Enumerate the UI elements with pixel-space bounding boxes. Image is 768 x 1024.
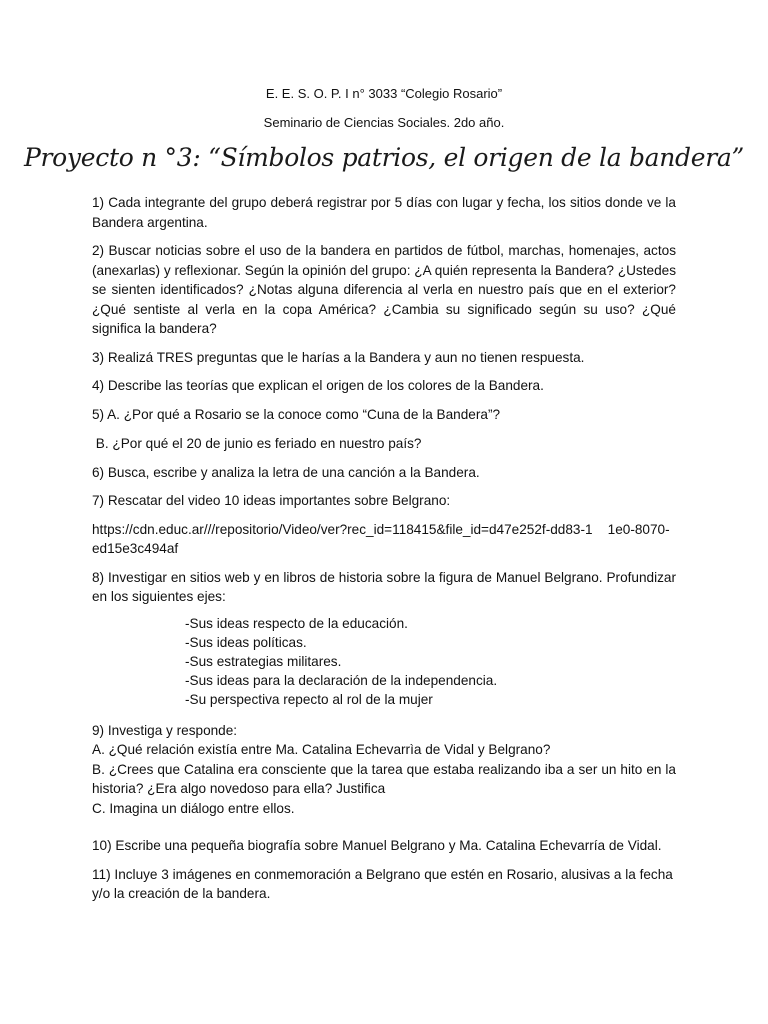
item-8: 8) Investigar en sitios web y en libros de historia sobre la figura de Manuel Belgrano. Profundizar en los siguientes ejes: [92,569,676,604]
item-5b: B. ¿Por qué el 20 de junio es feriado en nuestro país? [92,436,422,451]
item-1: 1) Cada integrante del grupo deberá registrar por 5 días con lugar y fecha, los sitios donde ve la Bandera argentina. [92,195,676,230]
item-9-heading: 9) Investiga y responde: [92,722,238,738]
axis-item: -Sus ideas para la declaración de la independencia. [185,672,498,688]
axis-item: -Su perspectiva repecto al rol de la mujer [185,691,433,707]
school-name: E. E. S. O. P. I n° 3033 “Colegio Rosario” [265,86,503,101]
item-7: 7) Rescatar del video 10 ideas importantes sobre Belgrano: [92,493,451,508]
item-10: 10) Escribe una pequeña biografía sobre Manuel Belgrano y Ma. Catalina Echevarría de Vidal. [92,838,662,853]
axis-item: -Sus estrategias militares. [185,653,342,669]
item-3: 3) Realizá TRES preguntas que le harías a la Bandera y aun no tienen respuesta. [92,349,585,365]
item-11: 11) Incluye 3 imágenes en conmemoración a Belgrano que estén en Rosario, alusivas a la fecha y/o la creación de la bandera. [92,866,673,901]
item-9b: B. ¿Crees que Catalina era consciente que la tarea que estaba realizando iba a ser un hito en la historia? ¿Era algo novedoso para ella? Justifica [92,761,676,796]
item-9a: A. ¿Qué relación existía entre Ma. Catalina Echevarrìa de Vidal y Belgrano? [92,742,551,757]
item-9c: C. Imagina un diálogo entre ellos. [92,800,295,816]
axis-item: -Sus ideas respecto de la educación. [185,615,408,631]
item-4: 4) Describe las teorías que explican el origen de los colores de la Bandera. [92,378,544,393]
item-2: 2) Buscar noticias sobre el uso de la bandera en partidos de fútbol, marchas, homenajes, actos (anexarlas) y reflexionar. Según la opinión del grupo: ¿A quién representa la Bandera? ¿Ustedes se sienten identificados? ¿Notas alguna diferencia al verla en nuestro país que en el exterior? ¿Qué sentiste al verla en la copa América? ¿Cambia su significado según su uso? ¿Qué significa la bandera? [92,243,676,336]
seminar-line: Seminario de Ciencias Sociales. 2do año. [263,115,505,130]
axes-list [185,614,676,709]
item-9 [92,721,676,819]
instructions-body [92,193,676,913]
video-link[interactable]: https://cdn.educ.ar///repositorio/Video/ver?rec_id=118415&file_id=d47e252f-dd83-1 1e0-8070-ed15e3c494af [92,521,670,556]
project-title: Proyecto n °3: “Símbolos patrios, el origen de la bandera” [24,143,744,172]
item-5a: 5) A. ¿Por qué a Rosario se la conoce como “Cuna de la Bandera”? [92,406,501,422]
axis-item: -Sus ideas políticas. [185,634,307,650]
item-6: 6) Busca, escribe y analiza la letra de una canción a la Bandera. [92,464,480,480]
